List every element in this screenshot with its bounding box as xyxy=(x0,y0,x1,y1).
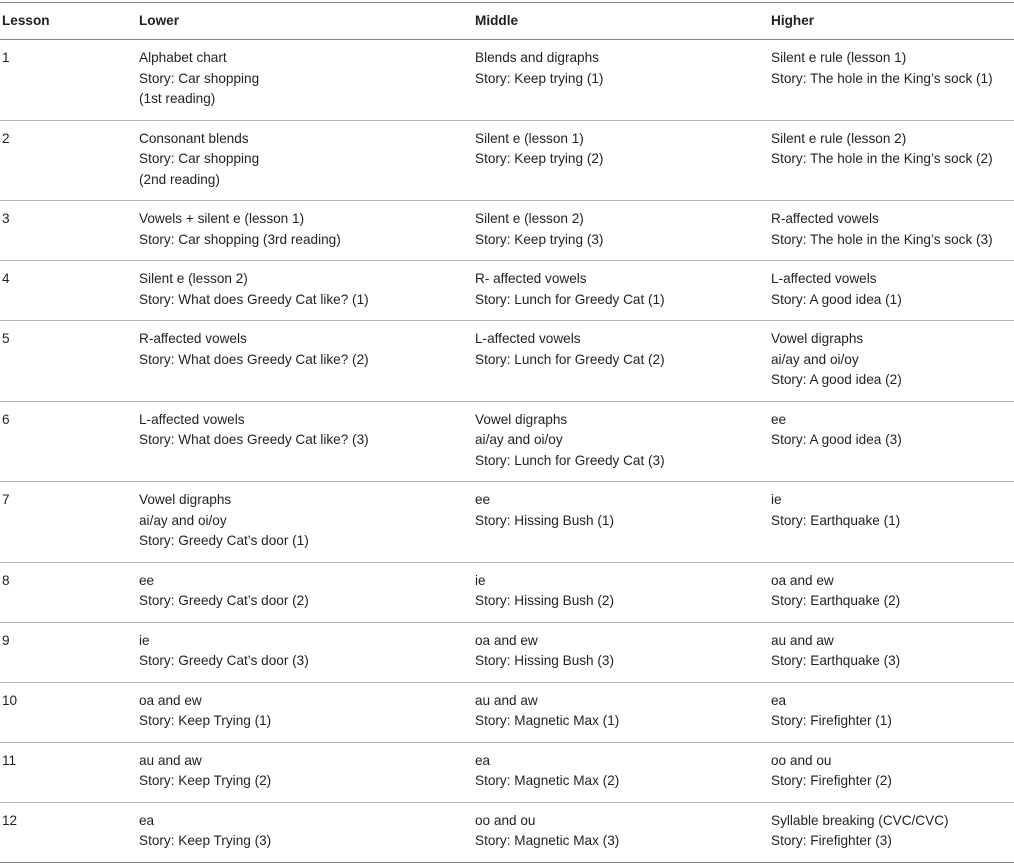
lower-cell xyxy=(138,40,474,121)
middle-cell-line: Blends and digraphs xyxy=(475,50,599,65)
lesson-number: 6 xyxy=(2,411,10,427)
higher-cell-line: Silent e rule (lesson 1) xyxy=(771,50,907,65)
middle-cell-line: Story: Lunch for Greedy Cat (2) xyxy=(475,351,665,367)
higher-cell-line: Story: Firefighter (3) xyxy=(771,833,892,848)
middle-cell xyxy=(474,802,770,862)
lesson-table xyxy=(0,2,1014,863)
higher-cell-line: ea xyxy=(771,692,787,708)
lesson-number: 8 xyxy=(2,572,10,588)
lower-cell-line: Story: What does Greedy Cat like? (2) xyxy=(139,351,369,367)
lesson-number: 4 xyxy=(2,271,10,286)
middle-cell-line: ea xyxy=(475,752,491,768)
middle-cell-line: Story: Hissing Bush (3) xyxy=(475,653,615,668)
middle-cell-line: Story: Keep trying (3) xyxy=(475,231,604,247)
lesson-number: 9 xyxy=(2,632,10,648)
middle-cell-line: Story: Lunch for Greedy Cat (1) xyxy=(475,291,665,307)
lower-cell xyxy=(138,401,474,482)
table-row xyxy=(0,562,1014,622)
higher-cell-line: Story: Earthquake (2) xyxy=(771,593,901,608)
header-middle: Middle xyxy=(475,12,519,28)
lower-cell xyxy=(138,742,474,802)
lesson-number: 2 xyxy=(2,130,10,146)
higher-cell-line: Story: The hole in the King’s sock (1) xyxy=(771,70,993,86)
middle-cell xyxy=(474,40,770,121)
higher-cell-line: ee xyxy=(771,411,787,427)
middle-cell-line: Silent e (lesson 1) xyxy=(475,130,584,146)
middle-cell-line: L-affected vowels xyxy=(475,331,581,346)
lower-cell xyxy=(138,802,474,862)
lower-cell-line: Story: Keep Trying (3) xyxy=(139,833,272,848)
lower-cell xyxy=(138,120,474,201)
higher-cell-line: oa and ew xyxy=(771,572,834,588)
table-row xyxy=(0,401,1014,482)
lower-cell xyxy=(138,201,474,261)
middle-cell-line: Silent e (lesson 2) xyxy=(475,211,584,226)
lower-cell xyxy=(138,682,474,742)
higher-cell-line: au and aw xyxy=(771,632,834,648)
lesson-number: 3 xyxy=(2,211,10,226)
lower-cell-line: ee xyxy=(139,572,155,588)
higher-cell-line: Story: Firefighter (2) xyxy=(771,773,892,788)
higher-cell-line: Story: The hole in the King’s sock (3) xyxy=(771,231,993,247)
middle-cell-line: ai/ay and oi/oy xyxy=(475,432,563,447)
lower-cell-line: (2nd reading) xyxy=(139,171,220,187)
lesson-number: 7 xyxy=(2,492,10,507)
higher-cell xyxy=(770,120,1014,201)
header-higher: Higher xyxy=(771,12,815,28)
table-row xyxy=(0,482,1014,563)
higher-cell-line: ai/ay and oi/oy xyxy=(771,351,859,367)
higher-cell-line: Story: A good idea (3) xyxy=(771,432,902,447)
lower-cell-line: Story: Car shopping (3rd reading) xyxy=(139,231,341,247)
lesson-number: 10 xyxy=(2,692,18,708)
higher-cell xyxy=(770,622,1014,682)
lower-cell-line: Story: What does Greedy Cat like? (1) xyxy=(139,291,369,307)
middle-cell-line: oo and ou xyxy=(475,812,536,828)
lower-cell xyxy=(138,321,474,402)
higher-cell-line: Story: A good idea (1) xyxy=(771,291,902,307)
higher-cell xyxy=(770,261,1014,321)
lower-cell-line: ie xyxy=(139,632,150,648)
middle-cell-line: oa and ew xyxy=(475,632,538,648)
table-row xyxy=(0,321,1014,402)
lower-cell-line: Story: Car shopping xyxy=(139,70,260,86)
middle-cell xyxy=(474,261,770,321)
higher-cell-line: Story: The hole in the King’s sock (2) xyxy=(771,151,993,166)
lower-cell-line: ai/ay and oi/oy xyxy=(139,512,227,528)
higher-cell-line: Story: Earthquake (3) xyxy=(771,653,901,668)
lower-cell-line: Story: Car shopping xyxy=(139,151,260,166)
higher-cell xyxy=(770,201,1014,261)
middle-cell xyxy=(474,682,770,742)
lower-cell-line: Story: Greedy Cat’s door (2) xyxy=(139,593,309,608)
middle-cell-line: ie xyxy=(475,572,486,588)
middle-cell-line: Story: Lunch for Greedy Cat (3) xyxy=(475,452,665,468)
higher-cell xyxy=(770,682,1014,742)
higher-cell xyxy=(770,401,1014,482)
higher-cell-line: R-affected vowels xyxy=(771,211,879,226)
middle-cell xyxy=(474,562,770,622)
middle-cell-line: Story: Hissing Bush (2) xyxy=(475,593,615,608)
lower-cell-line: R-affected vowels xyxy=(139,331,247,346)
higher-cell xyxy=(770,562,1014,622)
table-row xyxy=(0,261,1014,321)
table-row xyxy=(0,120,1014,201)
header-lesson: Lesson xyxy=(2,12,50,28)
higher-cell-line: ie xyxy=(771,492,782,507)
middle-cell-line: Story: Hissing Bush (1) xyxy=(475,512,615,528)
middle-cell-line: ee xyxy=(475,492,491,507)
higher-cell-line: Vowel digraphs xyxy=(771,331,864,346)
lower-cell-line: Story: Greedy Cat’s door (3) xyxy=(139,653,309,668)
header-lower: Lower xyxy=(139,12,180,28)
middle-cell-line: R- affected vowels xyxy=(475,271,587,286)
table-row xyxy=(0,201,1014,261)
table-header xyxy=(0,3,1014,40)
header-row xyxy=(0,3,1014,40)
lower-cell-line: oa and ew xyxy=(139,692,202,708)
table-row xyxy=(0,742,1014,802)
higher-cell xyxy=(770,40,1014,121)
table-row xyxy=(0,682,1014,742)
lower-cell-line: Story: Keep Trying (2) xyxy=(139,773,272,788)
table-row xyxy=(0,40,1014,121)
higher-cell-line: L-affected vowels xyxy=(771,271,877,286)
lower-cell-line: Vowel digraphs xyxy=(139,492,232,507)
higher-cell xyxy=(770,321,1014,402)
middle-cell xyxy=(474,321,770,402)
lower-cell-line: au and aw xyxy=(139,752,202,768)
lesson-number: 12 xyxy=(2,812,18,828)
lower-cell-line: Story: Greedy Cat’s door (1) xyxy=(139,533,309,548)
middle-cell-line: au and aw xyxy=(475,692,538,708)
middle-cell xyxy=(474,401,770,482)
lower-cell-line: (1st reading) xyxy=(139,91,216,106)
lower-cell-line: Vowels + silent e (lesson 1) xyxy=(139,211,305,226)
higher-cell-line: Syllable breaking (CVC/CVC) xyxy=(771,812,949,828)
lower-cell-line: Story: What does Greedy Cat like? (3) xyxy=(139,432,369,447)
lower-cell xyxy=(138,482,474,563)
middle-cell xyxy=(474,201,770,261)
lesson-number: 1 xyxy=(2,50,10,65)
table-row xyxy=(0,802,1014,862)
middle-cell-line: Story: Magnetic Max (2) xyxy=(475,773,620,788)
lower-cell-line: Alphabet chart xyxy=(139,50,227,65)
middle-cell xyxy=(474,742,770,802)
middle-cell-line: Story: Magnetic Max (3) xyxy=(475,833,620,848)
higher-cell-line: Story: A good idea (2) xyxy=(771,372,902,387)
higher-cell xyxy=(770,742,1014,802)
middle-cell xyxy=(474,482,770,563)
lower-cell xyxy=(138,562,474,622)
higher-cell-line: oo and ou xyxy=(771,752,832,768)
table-body xyxy=(0,40,1014,863)
middle-cell xyxy=(474,120,770,201)
lesson-number: 11 xyxy=(2,752,17,768)
middle-cell-line: Story: Keep trying (1) xyxy=(475,70,604,86)
middle-cell-line: Story: Keep trying (2) xyxy=(475,151,604,166)
table-row xyxy=(0,622,1014,682)
lower-cell xyxy=(138,261,474,321)
lower-cell-line: L-affected vowels xyxy=(139,411,245,427)
lower-cell-line: Story: Keep Trying (1) xyxy=(139,713,272,728)
lower-cell-line: ea xyxy=(139,812,155,828)
higher-cell xyxy=(770,802,1014,862)
middle-cell xyxy=(474,622,770,682)
higher-cell-line: Story: Firefighter (1) xyxy=(771,713,892,728)
middle-cell-line: Vowel digraphs xyxy=(475,411,568,427)
lower-cell-line: Consonant blends xyxy=(139,130,249,146)
higher-cell-line: Silent e rule (lesson 2) xyxy=(771,130,907,146)
higher-cell-line: Story: Earthquake (1) xyxy=(771,512,901,528)
higher-cell xyxy=(770,482,1014,563)
middle-cell-line: Story: Magnetic Max (1) xyxy=(475,713,620,728)
lower-cell-line: Silent e (lesson 2) xyxy=(139,271,248,286)
lower-cell xyxy=(138,622,474,682)
lesson-number: 5 xyxy=(2,331,10,346)
